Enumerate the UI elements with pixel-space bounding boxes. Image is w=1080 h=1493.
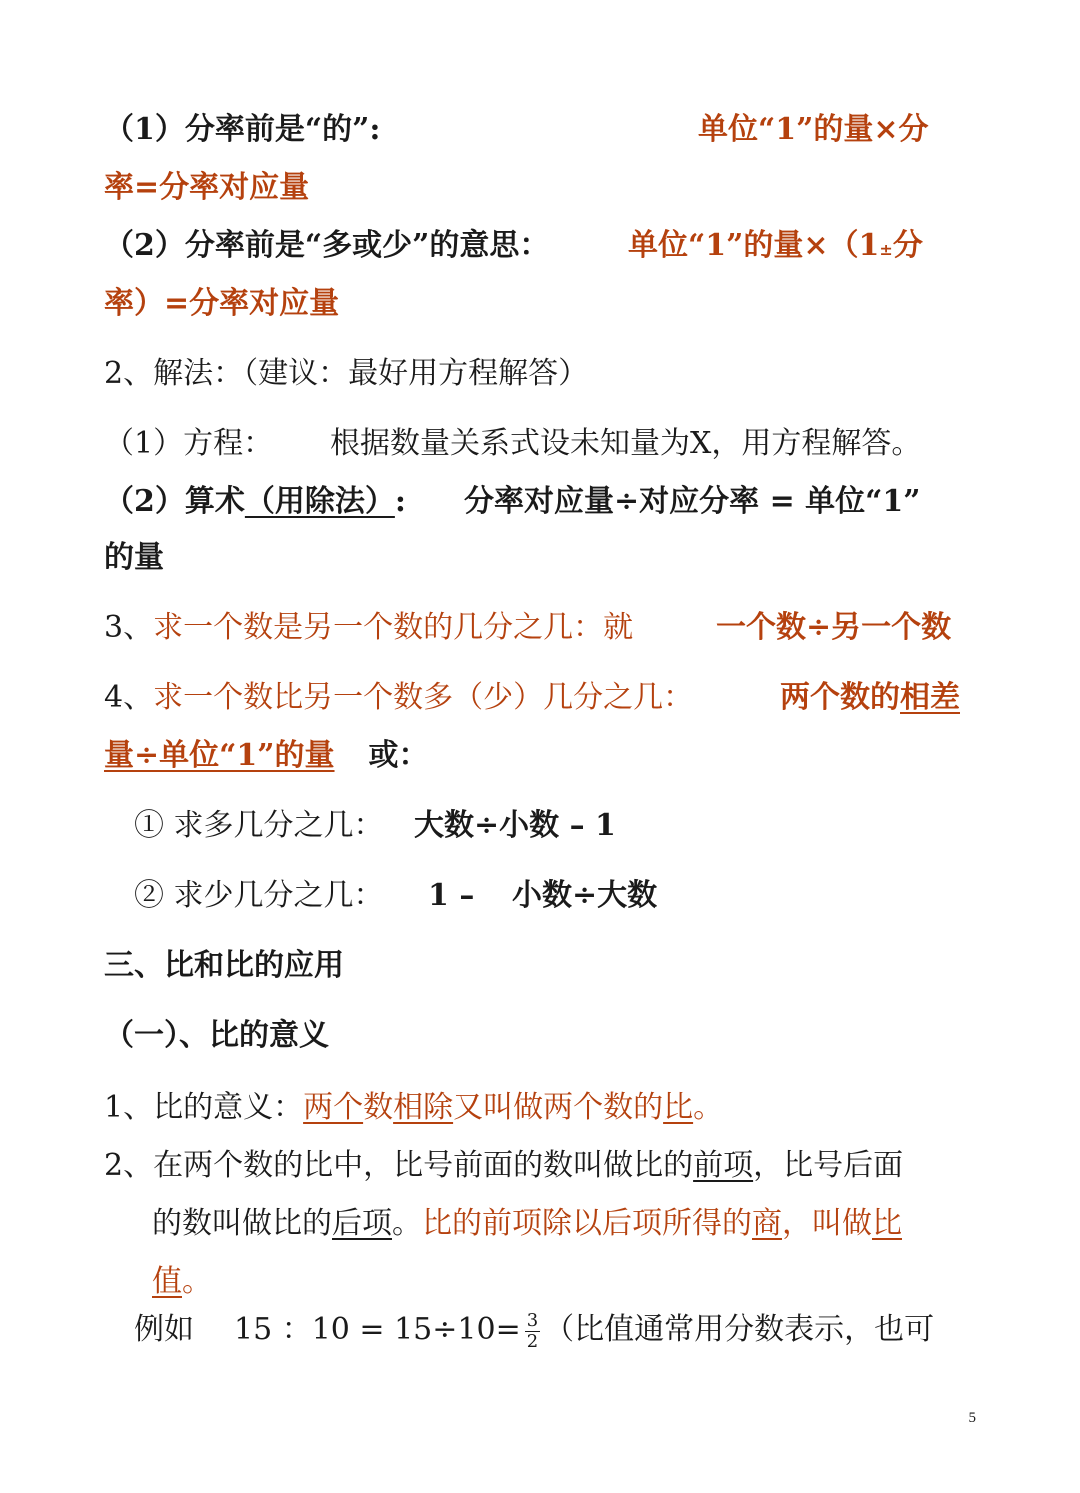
ratio-def-1-d: 。	[693, 1090, 724, 1125]
rule4-num: 4、	[104, 680, 154, 715]
ratio-def-2-num: 2、	[104, 1148, 154, 1183]
rule4-formula-a-underlined: 相差	[900, 680, 960, 715]
example-expr	[234, 1310, 934, 1352]
ratio-def-2-u2: 后项	[332, 1206, 392, 1241]
rule4-sub1-label: ① 求多几分之几：	[134, 808, 384, 843]
method2-underlined: （用除法）	[244, 484, 395, 519]
ratio-def-1-u2: 相除	[393, 1090, 454, 1125]
item1-formula-b: 率=分率对应量	[104, 170, 310, 205]
example-prefix: 例如	[134, 1312, 194, 1347]
item2-formula-c: 率）=分率对应量	[104, 286, 340, 321]
item2-formula-a-end: 分	[892, 228, 923, 263]
rule4-formula-a-text: 两个数的	[780, 680, 900, 715]
item2-label-text: （2）分率前是“多或少”的意思：	[104, 228, 550, 263]
example-line	[134, 1310, 194, 1350]
ratio-def-2-u4b: 值	[152, 1264, 182, 1299]
item1-formula-a: 单位“1”的量×分	[698, 112, 929, 147]
rule3-num: 3、	[104, 610, 154, 645]
ratio-def-1	[104, 1088, 723, 1128]
method2-line	[104, 482, 406, 522]
rule4-or: 或：	[368, 738, 429, 773]
ratio-def-2-line3	[152, 1262, 212, 1302]
rule4-sub2-formula-b: 小数÷大数	[512, 878, 658, 913]
method2-formula-b: 的量	[104, 540, 164, 575]
example-expr-text: 15 ：10 = 15÷10=	[234, 1312, 521, 1347]
item2-plus-minus: ±	[879, 240, 893, 259]
ratio-def-1-c: 又叫做两个数的	[453, 1090, 664, 1125]
rule4-sub2-label: ② 求少几分之几：	[134, 878, 384, 913]
rule3-line	[104, 608, 633, 648]
item1-line	[104, 110, 380, 150]
rule3-formula: 一个数÷另一个数	[716, 610, 952, 645]
rule4-formula-a	[780, 678, 960, 718]
ratio-def-2-line2	[152, 1204, 902, 1244]
example-tail: （比值通常用分数表示，也可	[544, 1312, 935, 1347]
method1-label: （1）方程：	[104, 426, 274, 461]
section-heading: 三、比和比的应用	[104, 948, 344, 983]
rule4-formula-b	[104, 736, 429, 776]
fraction-denominator: 2	[526, 1330, 539, 1352]
method2-formula-a: 分率对应量÷对应分率 = 单位“1”	[464, 484, 921, 519]
rule4-sub2-formula-a: 1 –	[428, 878, 475, 913]
ratio-def-2-line1	[104, 1146, 903, 1186]
ratio-def-2-u1: 前项	[693, 1148, 754, 1183]
subsection-heading: （一）、比的意义	[104, 1018, 329, 1053]
item2-formula-a	[628, 226, 923, 270]
rule4-sub1-formula: 大数÷小数 – 1	[414, 808, 616, 843]
item1-label: （1）分率前是“的”:	[104, 112, 381, 147]
ratio-def-2-u4a: 比	[872, 1206, 902, 1241]
item2-formula-a-text: 单位“1”的量×（1	[628, 228, 880, 263]
rule3-text: 求一个数是另一个数的几分之几：就	[153, 610, 634, 645]
method1-text: 根据数量关系式设未知量为X，用方程解答。	[330, 426, 922, 461]
ratio-def-2-e: 比的前项除以后项所得的	[422, 1206, 752, 1241]
ratio-def-2-d: 。	[392, 1206, 422, 1241]
page-number: 5	[968, 1410, 976, 1426]
rule4-text: 求一个数比另一个数多（少）几分之几：	[153, 680, 694, 715]
ratio-def-2-u3: 商	[752, 1206, 782, 1241]
fraction-numerator: 3	[526, 1309, 539, 1331]
ratio-def-1-u3: 比	[663, 1090, 694, 1125]
ratio-def-1-u1: 两个	[303, 1090, 364, 1125]
ratio-def-1-a: 比的意义：	[153, 1090, 304, 1125]
method2-colon: :	[394, 484, 406, 519]
ratio-def-2-f: ，叫做	[782, 1206, 872, 1241]
item2-label	[104, 226, 549, 266]
method2-label: （2）算术	[104, 484, 245, 519]
ratio-def-2-c: 的数叫做比的	[152, 1206, 332, 1241]
example-fraction	[525, 1311, 540, 1352]
ratio-def-2-g: 。	[182, 1264, 212, 1299]
rule4-formula-b-underlined: 量÷单位“1”的量	[104, 738, 335, 773]
rule4-line	[104, 678, 693, 718]
ratio-def-2-a: 在两个数的比中，比号前面的数叫做比的	[153, 1148, 694, 1183]
ratio-def-1-b: 数	[363, 1090, 394, 1125]
solution-heading: 2、解法：（建议：最好用方程解答）	[104, 356, 589, 391]
ratio-def-2-b: ，比号后面	[753, 1148, 904, 1183]
ratio-def-1-num: 1、	[104, 1090, 154, 1125]
